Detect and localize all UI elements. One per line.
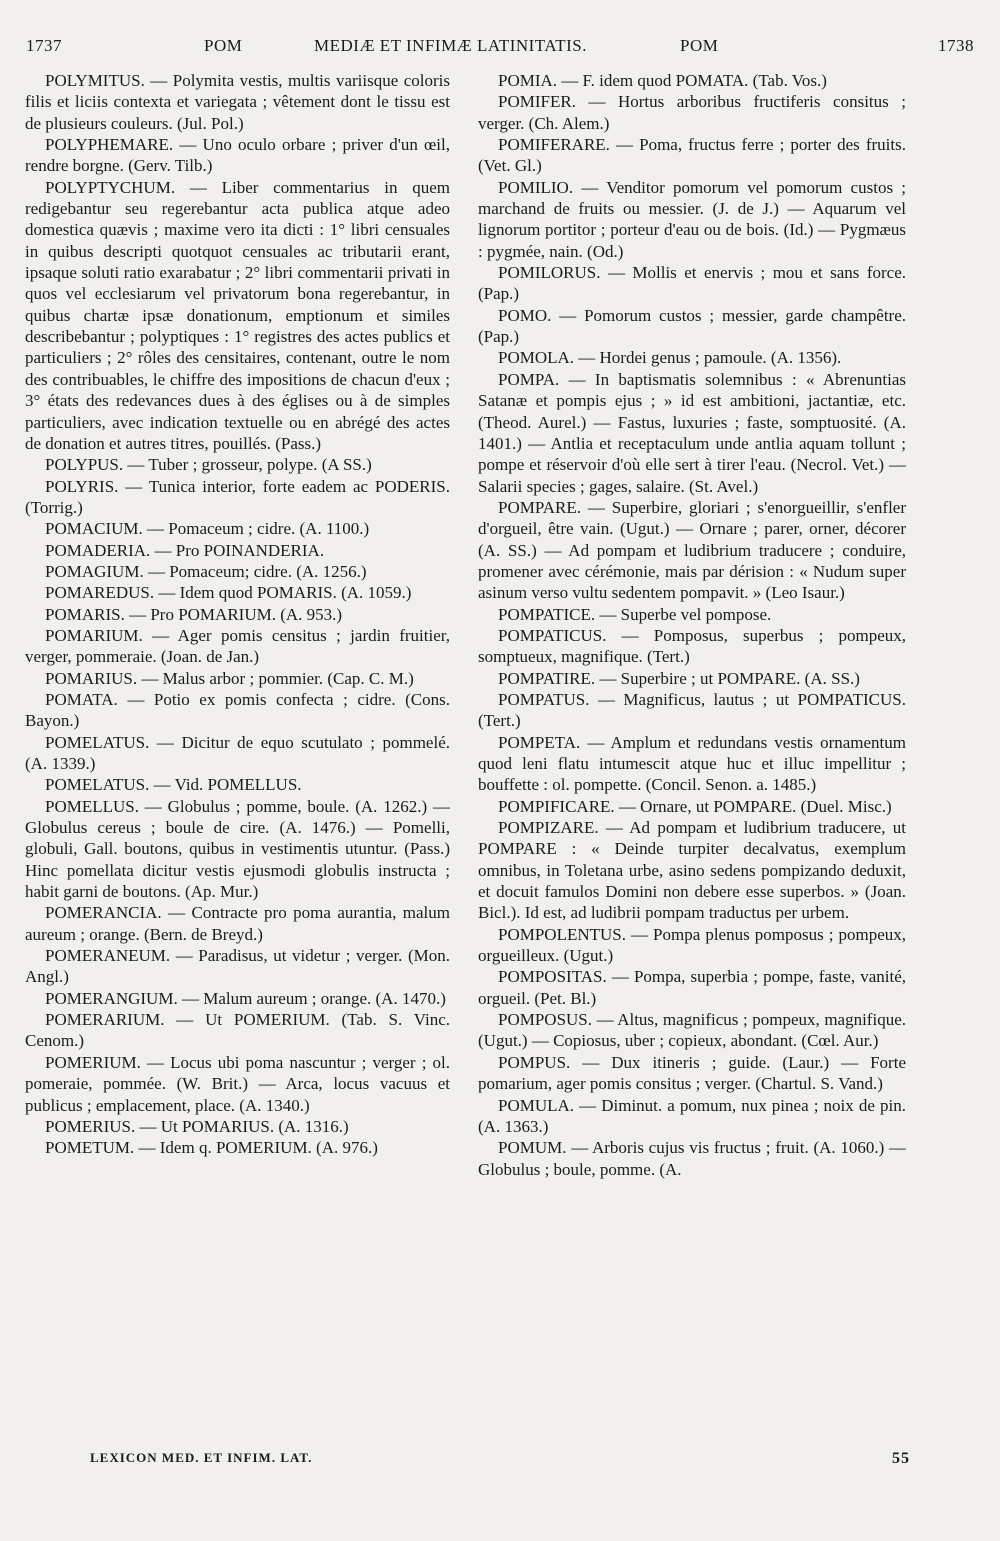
dictionary-entry: POMPOSITAS. — Pompa, superbia ; pompe, faste, vanité, orgueil. (Pet. Bl.) — [478, 967, 906, 1008]
dictionary-entry: POMELATUS. — Vid. POMELLUS. — [45, 775, 302, 795]
dictionary-entry: POMILORUS. — Mollis et enervis ; mou et sans force. (Pap.) — [478, 263, 906, 304]
dictionary-entry: POMERANCIA. — Contracte pro poma aurantia, malum aureum ; orange. (Bern. de Breyd.) — [25, 903, 450, 944]
right-column — [478, 70, 906, 1440]
dictionary-entry: POMO. — Pomorum custos ; messier, garde champêtre. (Pap.) — [478, 305, 906, 347]
dictionary-entry: POMAGIUM. — Pomaceum; cidre. (A. 1256.) — [45, 561, 367, 581]
dictionary-entry: POMPATICE. — Superbe vel pompose. — [498, 604, 772, 624]
dictionary-entry: POMARIUM. — Ager pomis censitus ; jardin fruitier, verger, pommeraie. (Joan. de Jan.) — [25, 625, 450, 667]
dictionary-entry: POMERIUM. — Locus ubi poma nascuntur ; verger ; ol. pomeraie, pommée. (W. Brit.) — Arca, locus vacuus et publicus ; emplacement, place. (A. 1340.) — [25, 1052, 450, 1115]
dictionary-entry: POMPATICUS. — Pomposus, superbus ; pompeux, somptueux, magnifique. (Tert.) — [478, 625, 906, 667]
right-running-head: POM — [680, 36, 719, 55]
dictionary-entry: POMELLUS. — Globulus ; pomme, boule. (A. 1262.) — Globulus cereus ; boule de cire. (A. 1476.) — Pomelli, globuli, Gall. boutons, quibus in vestimentis utuntur. (Pass.) Hinc pomellata dicitur vestis ejusmodi globulis instructa ; habit garni de boutons. (Ap. Mur.) — [25, 796, 450, 902]
dictionary-entry: POMIFER. — Hortus arboribus fructiferis consitus ; verger. (Ch. Alem.) — [478, 92, 906, 133]
dictionary-entry: POMELATUS. — Dicitur de equo scutulato ; pommelé. (A. 1339.) — [25, 732, 450, 773]
dictionary-entry: POMERANGIUM. — Malum aureum ; orange. (A. 1470.) — [45, 988, 446, 1008]
dictionary-entry: POMPIFICARE. — Ornare, ut POMPARE. (Duel. Misc.) — [498, 796, 892, 816]
running-title: MEDIÆ ET INFIMÆ LATINITATIS. — [314, 36, 587, 55]
dictionary-entry: POMARIUS. — Malus arbor ; pommier. (Cap. C. M.) — [45, 668, 414, 688]
dictionary-entry: POMETUM. — Idem q. POMERIUM. (A. 976.) — [45, 1138, 378, 1158]
left-running-head: POM — [204, 36, 243, 55]
dictionary-entry: POMPA. — In baptismatis solemnibus : « Abrenuntias Satanæ et pompis ejus ; » id est ambitioni, jactantiæ, etc. (Theod. Aurel.) — Fastus, luxuries ; faste, somptuosité. (A. 1401.) — Antlia et receptaculum unde antlia aquam tollunt ; pompe et réservoir d'où elle sert à tirer l'eau. (Necrol. Vet.) — Salarii species ; gages, salaire. (St. Avel.) — [478, 369, 906, 496]
dictionary-entry: POMPUS. — Dux itineris ; guide. (Laur.) — Forte pomarium, ager pomis consitus ; verger. (Chartul. S. Vand.) — [478, 1052, 906, 1094]
dictionary-entry: POMPARE. — Superbire, gloriari ; s'enorgueillir, s'enfler d'orgueil, être vain. (Ugut.) — Ornare ; parer, orner, décorer (A. SS.) — Ad pompam et ludibrium traducere ; conduire, promener avec cérémonie, mais par dérision : « Nudum super asinum verso vultu sedentem pompavit. » (Leo Isaur.) — [478, 497, 906, 603]
dictionary-entry: POLYPUS. — Tuber ; grosseur, polype. (A SS.) — [45, 455, 372, 475]
page-footer — [90, 1450, 910, 1474]
dictionary-entry: POMUM. — Arboris cujus vis fructus ; fruit. (A. 1060.) — Globulus ; boule, pomme. (A. — [478, 1138, 906, 1179]
dictionary-entry: POMULA. — Diminut. a pomum, nux pinea ; noix de pin. (A. 1363.) — [478, 1095, 906, 1136]
dictionary-entry: POMERARIUM. — Ut POMERIUM. (Tab. S. Vinc. Cenom.) — [25, 1010, 450, 1051]
dictionary-entry: POMPATUS. — Magnificus, lautus ; ut POMPATICUS. (Tert.) — [478, 689, 906, 731]
dictionary-entry: POMPETA. — Amplum et redundans vestis ornamentum quod leni flatu intumescit atque huc et illuc impellitur ; bouffette : ol. pompette. (Concil. Senon. a. 1485.) — [478, 732, 906, 795]
footer-sheet-number: 55 — [892, 1450, 910, 1467]
dictionary-entry: POMPIZARE. — Ad pompam et ludibrium traducere, ut POMPARE : « Deinde turpiter decalvatus, exemplum omnibus, in Toletana urbe, asino sedens pompizando deduxit, et docuit famulos Domini non debere esse superbos. » (Joan. Bicl.). Id est, ad ludibrii pompam traductus per urbem. — [478, 818, 906, 923]
dictionary-entry: POMAREDUS. — Idem quod POMARIS. (A. 1059.) — [45, 583, 412, 603]
dictionary-entry: POMPATIRE. — Superbire ; ut POMPARE. (A. SS.) — [498, 668, 860, 688]
dictionary-entry: POLYMITUS. — Polymita vestis, multis variisque coloris filis et liciis contexta et variegata ; vêtement dont le tissu est de plusieurs couleurs. (Jul. Pol.) — [25, 71, 450, 133]
dictionary-entry: POMOLA. — Hordei genus ; pamoule. (A. 1356). — [498, 348, 842, 368]
page-header — [26, 36, 974, 60]
dictionary-entry: POMPOLENTUS. — Pompa plenus pomposus ; pompeux, orgueilleux. (Ugut.) — [478, 924, 906, 966]
left-page-number: 1737 — [26, 36, 62, 55]
dictionary-entry: POMERANEUM. — Paradisus, ut videtur ; verger. (Mon. Angl.) — [25, 946, 450, 987]
dictionary-entry: POLYPHEMARE. — Uno oculo orbare ; priver d'un œil, rendre borgne. (Gerv. Tilb.) — [25, 135, 450, 176]
dictionary-entry: POMADERIA. — Pro POINANDERIA. — [45, 540, 325, 560]
left-column — [25, 70, 450, 1440]
dictionary-entry: POMPOSUS. — Altus, magnificus ; pompeux, magnifique. (Ugut.) — Copiosus, uber ; copieux, abondant. (Cœl. Aur.) — [478, 1010, 906, 1051]
dictionary-entry: POMACIUM. — Pomaceum ; cidre. (A. 1100.) — [45, 519, 370, 539]
footer-signature: LEXICON MED. ET INFIM. LAT. — [90, 1450, 313, 1465]
dictionary-entry: POMERIUS. — Ut POMARIUS. (A. 1316.) — [45, 1116, 349, 1136]
dictionary-entry: POMILIO. — Venditor pomorum vel pomorum custos ; marchand de fruits ou messier. (J. de J.) — Aquarum vel lignorum portitor ; porteur d'eau ou de bois. (Id.) — Pygmæus : pygmée, nain. (Od.) — [478, 177, 906, 261]
dictionary-entry: POMATA. — Potio ex pomis confecta ; cidre. (Cons. Bayon.) — [25, 689, 450, 731]
dictionary-entry: POLYPTYCHUM. — Liber commentarius in quem redigebantur seu regerebantur acta publica atque adeo domestica quævis ; maxime vero ita dicti : 1° libri censuales in quibus descripti quotquot censuales ac tributarii erant, ipsaque soluti ratio exarabatur ; 2° libri commentarii privati in quos vel ecclesiarum vel privatorum bona regerebantur, in quibus chartæ ipsæ donationum, emptionum et similes describebantur ; polyptiques : 1° registres des actes publics et particuliers ; 2° rôles des censitaires, contenant, outre le nom des contribuables, le chiffre des impositions de chacun d'eux ; 3° états des redevances dues à des églises ou à de simples particuliers, avec indication textuelle ou en abrégé des actes de donation et autres titres, pouillés. (Pass.) — [25, 177, 450, 453]
dictionary-entry: POMARIS. — Pro POMARIUM. (A. 953.) — [45, 604, 343, 624]
dictionary-entry: POLYRIS. — Tunica interior, forte eadem ac PODERIS. (Torrig.) — [25, 476, 450, 517]
dictionary-entry: POMIA. — F. idem quod POMATA. (Tab. Vos.) — [498, 71, 827, 90]
dictionary-entry: POMIFERARE. — Poma, fructus ferre ; porter des fruits. (Vet. Gl.) — [478, 135, 906, 176]
right-page-number: 1738 — [938, 36, 974, 55]
